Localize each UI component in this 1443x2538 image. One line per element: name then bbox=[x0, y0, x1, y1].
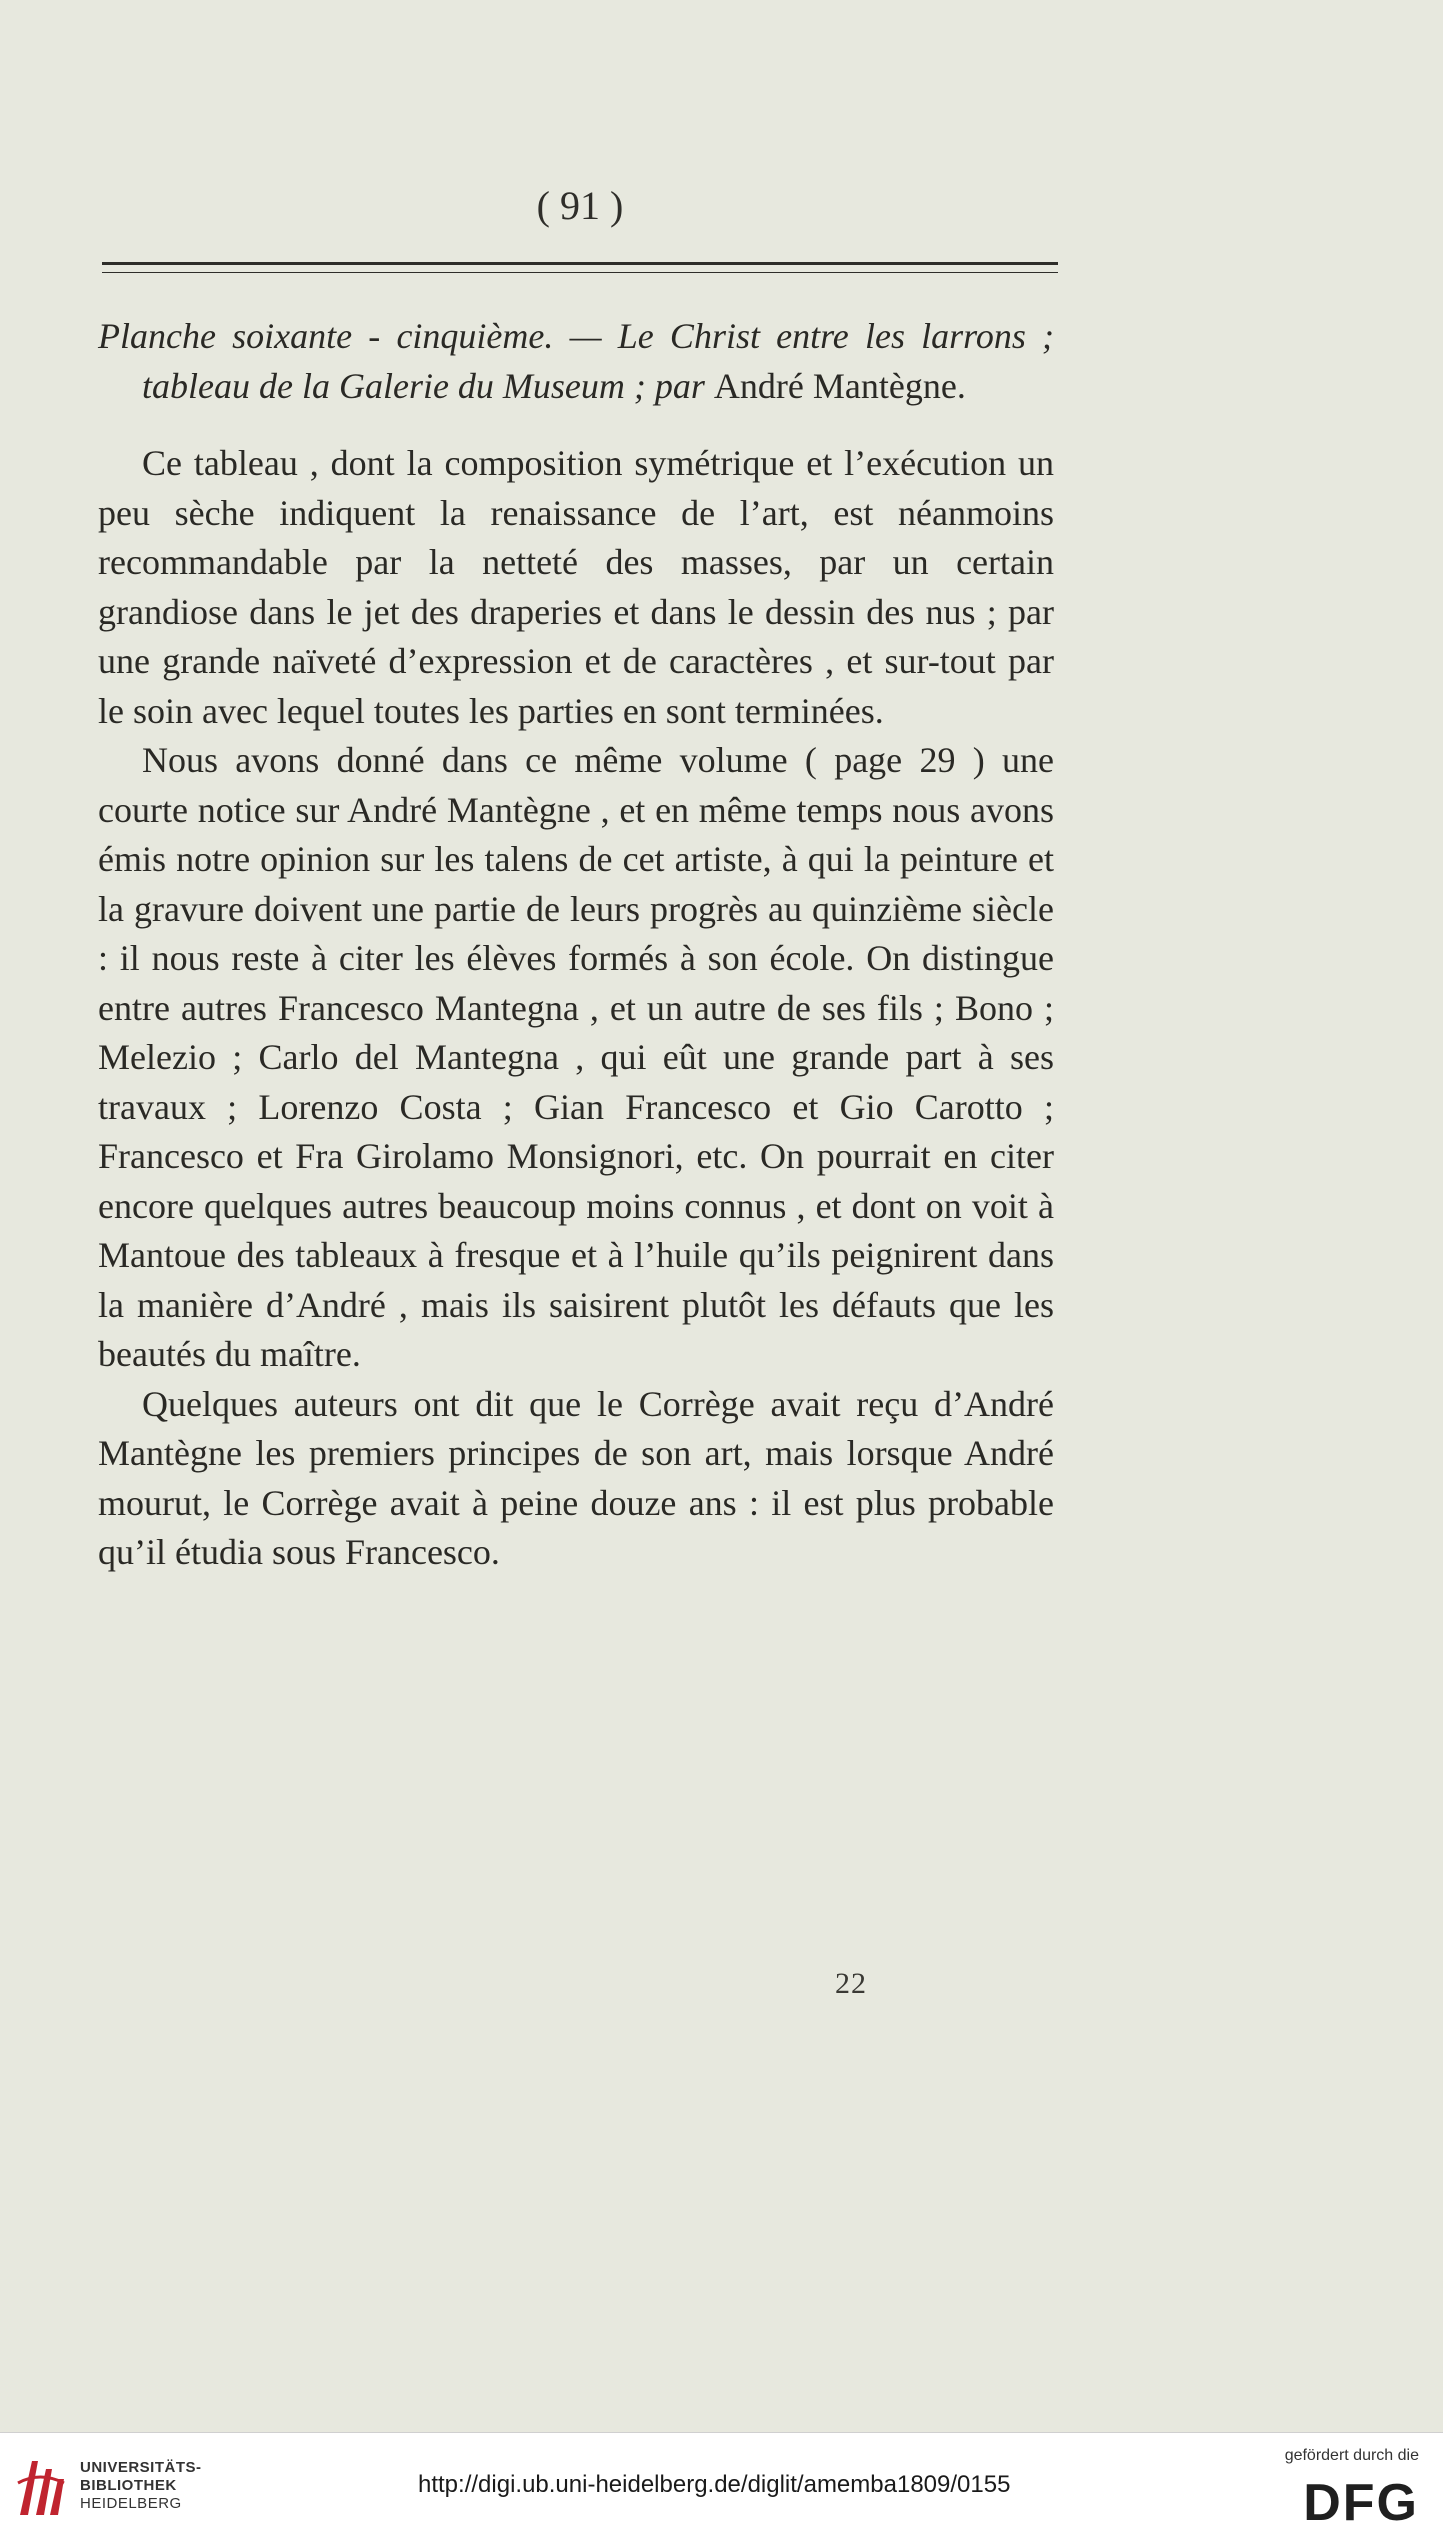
document-url-link[interactable]: http://digi.ub.uni-heidelberg.de/diglit/amemba1809/0155 bbox=[418, 2471, 1011, 2498]
library-name-line3: HEIDELBERG bbox=[80, 2495, 182, 2512]
footer-bar bbox=[0, 2432, 1443, 2538]
page-text bbox=[98, 312, 1054, 1578]
plate-heading-title: Planche soixante - cinquième. — Le Christ entre les larrons ; tableau de la Galerie du Museum ; par bbox=[98, 316, 1054, 406]
paragraph-2: Nous avons donné dans ce même volume ( page 29 ) une courte notice sur André Mantègne , et en même temps nous avons émis notre opinion sur les talens de cet artiste, à qui la peinture et la gravure doivent une partie de leurs progrès au quinzième siècle : il nous reste à citer les élèves formés à son école. On distingue entre autres Francesco Mantegna , et un autre de ses fils ; Bono ; Melezio ; Carlo del Mantegna , qui eût une grande part à ses travaux ; Lorenzo Costa ; Gian Francesco et Gio Carotto ; Francesco et Fra Girolamo Monsignori, etc. On pourrait en citer encore quelques autres beaucoup moins connus , et dont on voit à Mantoue des tableaux à fresque et à l’huile qu’ils peignirent dans la manière d’André , mais ils saisirent plutôt les défauts que les beautés du maître. bbox=[98, 740, 1054, 1374]
dfg-logo: DFG bbox=[1303, 2474, 1419, 2532]
paragraph-1: Ce tableau , dont la composition symétrique et l’exécution un peu sèche indiquent la renaissance de l’art, est néanmoins recommandable par la netteté des masses, par un certain grandiose dans le jet des draperies et dans le dessin des nus ; par une grande naïveté d’expression et de caractères , et sur-tout par le soin avec lequel toutes les parties en sont terminées. bbox=[98, 443, 1054, 731]
library-name bbox=[80, 2459, 202, 2513]
library-name-line1: UNIVERSITÄTS- bbox=[80, 2459, 202, 2476]
library-name-line2: BIBLIOTHEK bbox=[80, 2477, 177, 2494]
header-rule-thick bbox=[102, 262, 1058, 265]
plate-heading bbox=[98, 312, 1054, 411]
funder-label: gefördert durch die bbox=[1284, 2447, 1419, 2464]
signature-mark: 22 bbox=[835, 1967, 867, 2000]
plate-heading-artist: André Mantègne. bbox=[713, 365, 966, 406]
page-number: ( 91 ) bbox=[536, 183, 624, 228]
header-rule-thin bbox=[102, 272, 1058, 273]
library-logo-icon bbox=[16, 2453, 66, 2519]
paragraph-3: Quelques auteurs ont dit que le Corrège avait reçu d’André Mantègne les premiers principes de son art, mais lorsque André mourut, le Corrège avait à peine douze ans : il est plus probable qu’il étudia sous Francesco. bbox=[98, 1383, 1054, 1572]
paragraph-gap bbox=[98, 411, 1054, 439]
